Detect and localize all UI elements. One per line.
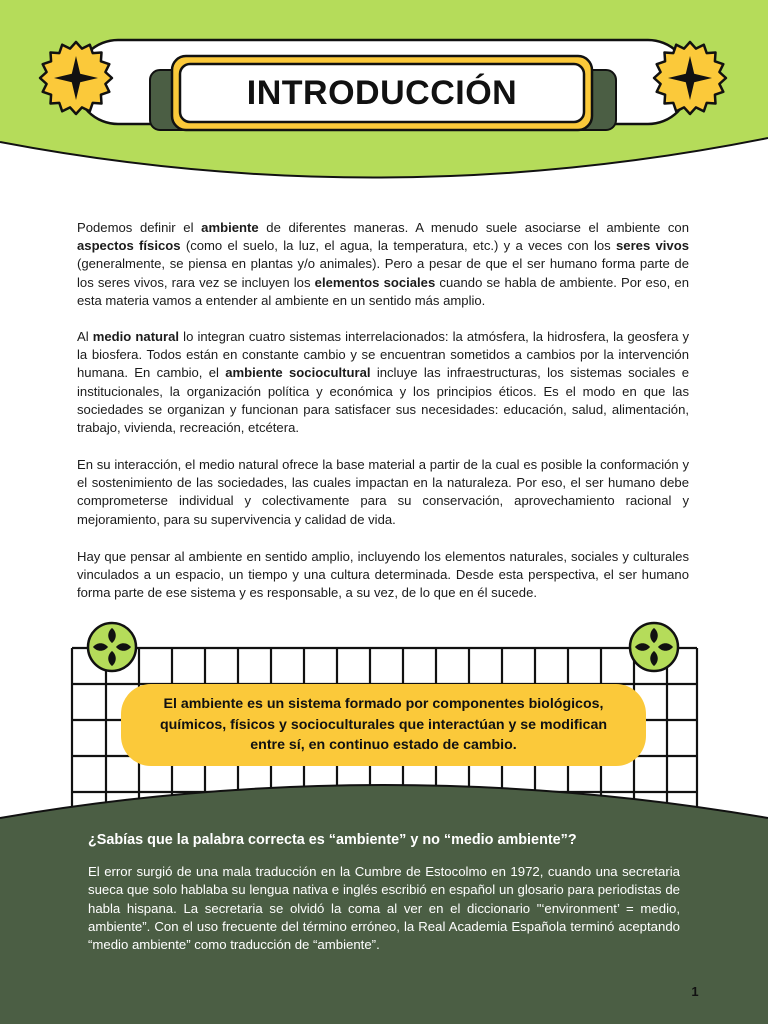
four-petal-flower-icon [88,623,136,671]
text-run: de diferentes maneras. A menudo suele asociarse el ambiente con [258,220,689,235]
four-petal-flower-icon [630,623,678,671]
bold-term: ambiente sociocultural [225,365,371,381]
text-run: Podemos definir el [77,220,202,235]
star-badge-icon [654,42,726,114]
bold-term: aspectos físicos [77,238,181,254]
page-number: 1 [691,984,699,999]
text-run: (generalmente, se piensa en plantas y/o animales). Pero a pesar de que el ser humano forma parte de los seres vivos, rara vez se incluyen los [77,256,689,290]
text-run: (como el suelo, la luz, el agua, la temperatura, etc.) y a veces con los [180,238,616,254]
footer-page-strip [0,960,768,1024]
fact-body: El error surgió de una mala traducción en la Cumbre de Estocolmo en 1972, cuando una secretaria sueca que solo hablaba su lengua nativa e inglés escribió en español un glosario para periodistas de habla hispana. La secretaria se olvidó la coma al ver en el diccionario "‘environment’ = medio, ambiente”. Con el uso frecuente del término erróneo, la Real Academia Española terminó aceptando “medio ambiente” como traducción de “ambiente”. [88,864,680,953]
bold-term: elementos sociales [314,274,436,290]
bold-term: seres vivos [616,238,689,254]
text-run: Al [77,329,93,344]
paragraph-ambiente-definicion [77,219,689,310]
bold-term: ambiente [201,220,259,235]
fact-title: ¿Sabías que la palabra correcta es “ambiente” y no “medio ambiente”? [88,832,577,848]
text-run: lo integran cuatro sistemas interrelacionados: la atmósfera, la hidrosfera, la geosfera y la biosfera. Todos están en constante cambio y se encuentran sometidos a cambios por la intervención humana. En cambio, el [77,329,690,381]
bold-term: medio natural [92,329,180,344]
text-run: cuando se habla de ambiente. Por eso, en esta materia vamos a entender al ambiente en un sentido más amplio. [77,274,689,308]
text-run: En su interacción, el medio natural ofrece la base material a partir de la cual es posible la conformación y el sostenimiento de las sociedades, las cuales impactan en la naturaleza. Por eso, el ser humano debe comprometerse individual y colectivamente para su conservación, aprovechamiento racional y mejoramiento, para su supervivencia y calidad de vida. [77,457,689,527]
page-title: INTRODUCCIÓN [246,73,518,112]
star-badge-icon [40,42,112,114]
paragraph-interaccion [77,456,689,529]
text-run: incluye las infraestructuras, los sistemas sociales e institucionales, la organización política y económica y los principios éticos. Es el modo en que las sociedades se organizan y funcionan para satisfacer sus necesidades: educación, salud, alimentación, trabajo, vivienda, recreación, etcétera. [77,365,689,436]
paragraph-medio-natural [77,328,689,437]
paragraph-sentido-amplio [77,548,689,603]
text-run: Hay que pensar al ambiente en sentido amplio, incluyendo los elementos naturales, sociales y culturales vinculados a un espacio, un tiempo y una cultura determinada. Desde esta perspectiva, el ser humano forma parte de ese sistema y es responsable, a su vez, de lo que en él sucede. [77,549,689,601]
definition-callout: El ambiente es un sistema formado por componentes biológicos, químicos, físicos y socioculturales que interactúan y se modifican entre sí, en continuo estado de cambio. [121,684,646,766]
